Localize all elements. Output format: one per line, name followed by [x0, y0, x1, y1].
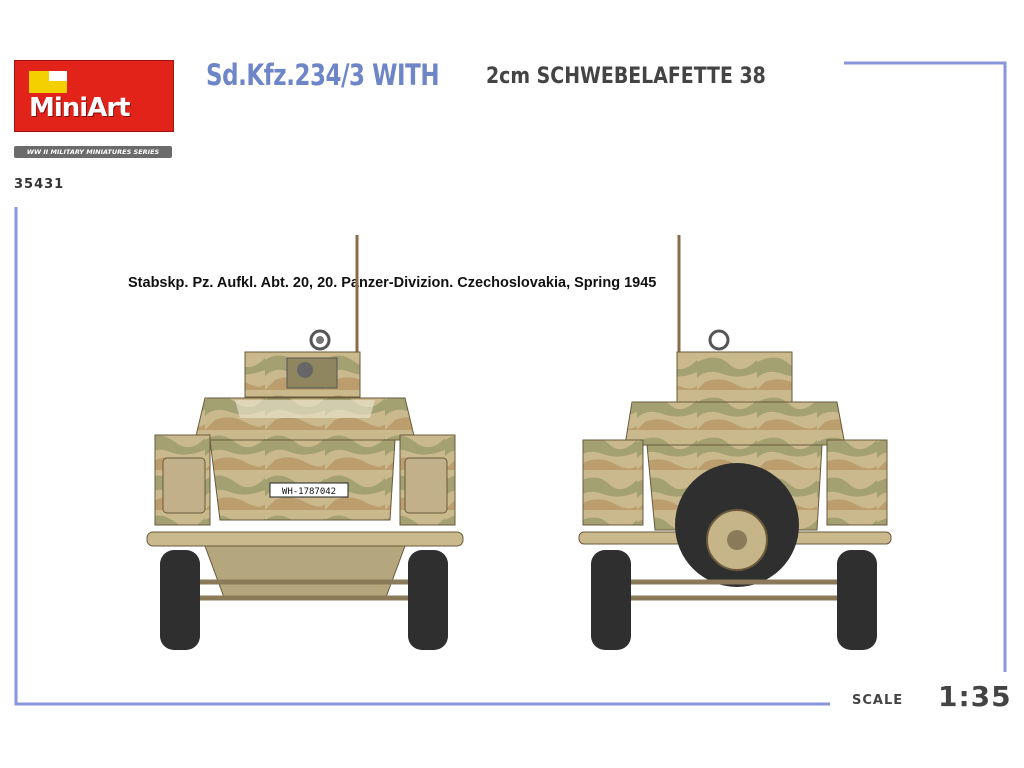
logo-flag-icon [27, 69, 69, 95]
title-sub: 2cm SCHWEBELAFETTE 38 [486, 64, 766, 89]
scale-label: SCALE [852, 693, 904, 708]
scale-value: 1:35 [938, 680, 1012, 713]
vehicle-rear-view [577, 230, 893, 660]
title-main: Sd.Kfz.234/3 WITH [206, 58, 440, 92]
unit-caption: Stabskp. Pz. Aufkl. Abt. 20, 20. Panzer-Divizion. Czechoslovakia, Spring 1945 [128, 275, 657, 291]
vehicle-front-view [145, 230, 465, 660]
product-code: 35431 [14, 177, 65, 192]
series-label: WW II MILITARY MINIATURES SERIES [14, 146, 172, 158]
logo-text: MiniArt [29, 93, 130, 123]
miniart-logo [14, 60, 174, 132]
front-plate: WH-1787042 [281, 487, 337, 497]
